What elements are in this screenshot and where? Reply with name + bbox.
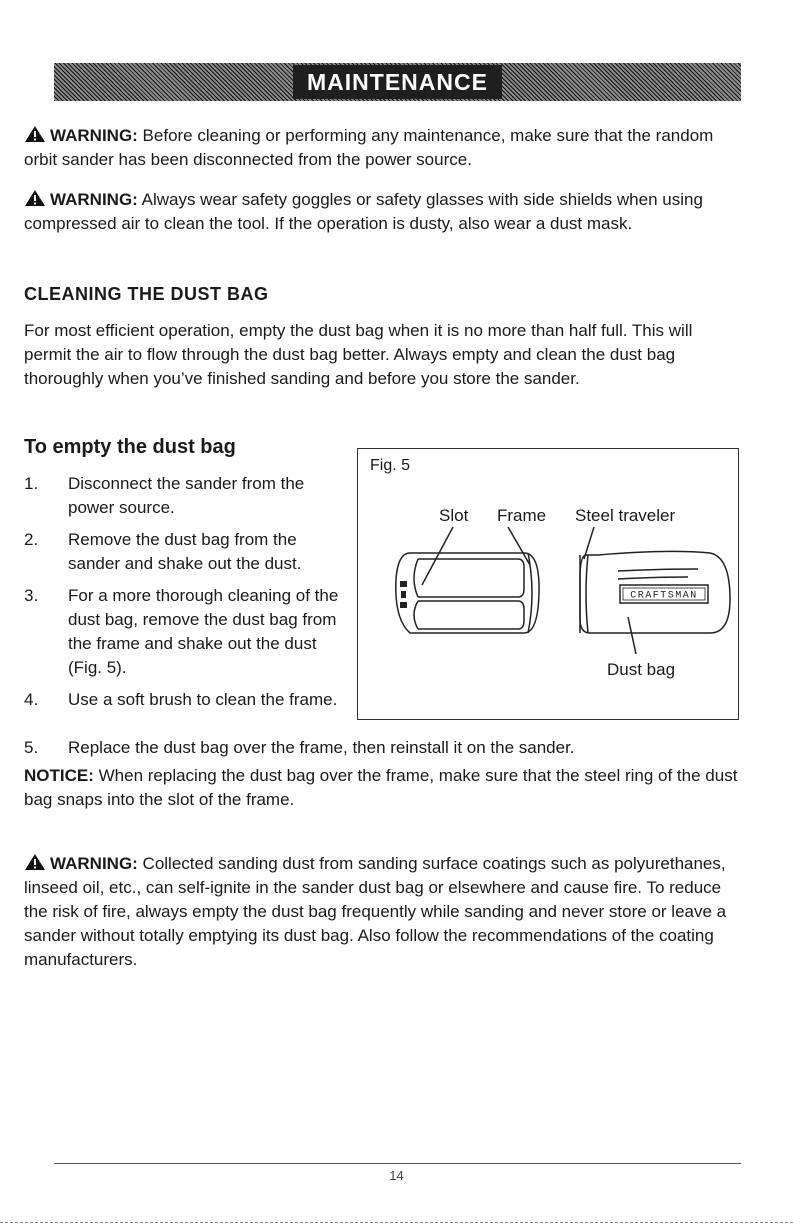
steps-list <box>24 472 344 720</box>
step-number: 3. <box>24 586 39 605</box>
brand-plate-text: CRAFTSMAN <box>630 590 698 602</box>
dust-bag-illustration <box>358 449 740 721</box>
page-bottom-border <box>0 1222 793 1223</box>
notice-text: When replacing the dust bag over the frame, make sure that the steel ring of the dust bag snaps into the slot of the frame. <box>24 766 738 809</box>
step-number: 5. <box>24 738 39 757</box>
warning-label: WARNING: <box>50 190 138 209</box>
step-text: For a more thorough cleaning of the dust bag, remove the dust bag from the frame and shake out the dust (Fig. 5). <box>68 586 339 677</box>
footer-divider <box>54 1163 741 1164</box>
notice-label: NOTICE: <box>24 766 94 785</box>
warning-triangle-icon <box>24 189 46 207</box>
section-banner <box>54 63 741 101</box>
page-number: 14 <box>389 1168 404 1183</box>
list-item <box>24 584 344 680</box>
list-item <box>24 736 744 760</box>
notice-paragraph <box>24 764 744 812</box>
warning-label: WARNING: <box>50 126 138 145</box>
label-dust-bag: Dust bag <box>607 660 676 679</box>
step-number: 4. <box>24 690 39 709</box>
page-title: MAINTENANCE <box>293 65 502 99</box>
warning-paragraph-2 <box>24 188 744 236</box>
warning-triangle-icon <box>24 125 46 143</box>
warning-text: Always wear safety goggles or safety glasses with side shields when using compressed air to clean the tool. If the operation is dusty, also wear a dust mask. <box>24 190 703 233</box>
label-slot: Slot <box>439 506 469 525</box>
step-number: 2. <box>24 530 39 549</box>
section-heading: CLEANING THE DUST BAG <box>24 284 269 304</box>
warning-paragraph-1 <box>24 124 744 172</box>
step-text: Use a soft brush to clean the frame. <box>68 690 338 709</box>
step-number: 1. <box>24 474 39 493</box>
step-text: Replace the dust bag over the frame, then reinstall it on the sander. <box>68 738 575 757</box>
warning-paragraph-3 <box>24 852 744 972</box>
subsection-heading: To empty the dust bag <box>24 436 236 458</box>
warning-text: Before cleaning or performing any maintenance, make sure that the random orbit sander has been disconnected from the power source. <box>24 126 714 169</box>
figure-title: Fig. 5 <box>370 457 411 474</box>
step-text: Remove the dust bag from the sander and shake out the dust. <box>68 530 302 573</box>
list-item <box>24 688 344 712</box>
warning-triangle-icon <box>24 853 46 871</box>
frame-outline <box>396 553 539 633</box>
warning-label: WARNING: <box>50 854 138 873</box>
label-steel-traveler: Steel traveler <box>575 506 676 525</box>
list-item <box>24 472 344 520</box>
list-item <box>24 528 344 576</box>
step-text: Disconnect the sander from the power source. <box>68 474 305 517</box>
figure-5 <box>357 448 739 720</box>
section-intro: For most efficient operation, empty the dust bag when it is no more than half full. This will permit the air to flow through the dust bag better. Always empty and clean the dust bag thoroughly when you’ve finished sanding and before you store the sander. <box>24 321 693 388</box>
warning-text: Collected sanding dust from sanding surface coatings such as polyurethanes, linseed oil, etc., can self-ignite in the sander dust bag or elsewhere and cause fire. To reduce the risk of fire, always empty the dust bag frequently while sanding and never store or leave a sander without totally emptying its dust bag. Also follow the recommendations of the coating manufacturers. <box>24 854 727 969</box>
label-frame: Frame <box>497 506 547 525</box>
